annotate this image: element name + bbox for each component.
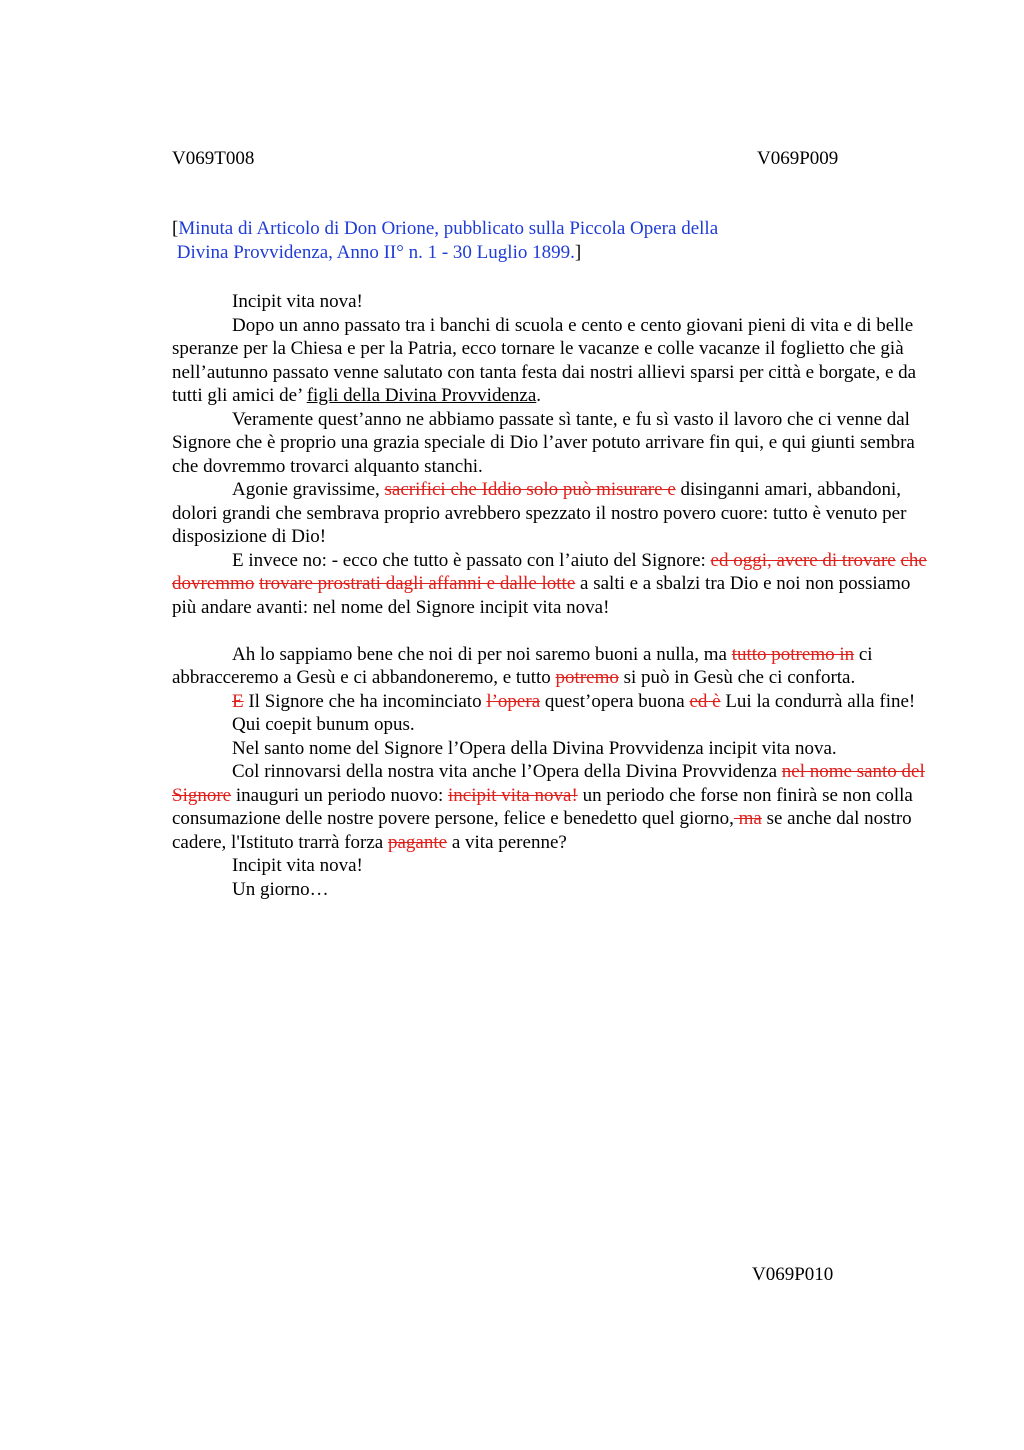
note-line-2: Divina Provvidenza, Anno II° n. 1 - 30 Luglio 1899. <box>176 242 575 263</box>
text-segment: disinganni amari, abbandoni, dolori grandi che sembrava proprio avrebbero spezzato il nostro povero cuore: tutto è venuto per disposizione di Dio! <box>172 479 907 547</box>
struck-text: ma <box>733 808 762 829</box>
paragraph <box>172 549 934 620</box>
text-segment: Nel santo nome del Signore l’Opera della Divina Provvidenza incipit vita nova. <box>232 737 837 759</box>
text-segment: Un giorno… <box>232 878 329 900</box>
page-id-footer: V069P010 <box>752 1264 834 1285</box>
struck-text: ed è <box>689 690 721 712</box>
paragraph <box>172 290 934 314</box>
struck-text: nel nome santo del Signore <box>172 761 925 806</box>
text-segment: a vita perenne? <box>447 831 567 853</box>
struck-text: incipit vita nova! <box>448 784 578 806</box>
paragraph <box>172 878 934 902</box>
paragraph <box>172 713 934 737</box>
text-segment: Ah lo sappiamo bene che noi di per noi saremo buoni a nulla, ma <box>232 643 732 665</box>
struck-text: l’opera <box>486 690 541 712</box>
text-segment: se anche dal nostro cadere, l'Istituto trarrà forza <box>172 808 912 853</box>
article-body <box>172 290 934 901</box>
struck-text: pagante <box>388 831 448 853</box>
text-segment: Dopo un anno passato tra i banchi di scuola e cento e cento giovani pieni di vita e di belle speranze per la Chiesa e per la Patria, ecco tornare le vacanze e colle vacanze il foglietto che già nell’autunno passato venne salutato con tanta festa dai nostri allievi sparsi per città e borgate, e da tutti gli amici de’ <box>172 314 917 406</box>
struck-text: che dovremmo <box>172 549 927 594</box>
text-segment: inauguri un periodo nuovo: <box>231 784 448 806</box>
struck-text: ed oggi, avere di trovare <box>710 549 896 571</box>
struck-text: sacrifici che Iddio solo può misurare e <box>384 479 676 500</box>
note-line-1: Minuta di Articolo di Don Orione, pubblicato sulla Piccola Opera della <box>178 218 719 239</box>
struck-text: tutto potremo in <box>731 643 855 665</box>
text-segment: Col rinnovarsi della nostra vita anche l’Opera della Divina Provvidenza <box>232 761 782 782</box>
text-segment: Incipit vita nova! <box>232 291 363 312</box>
editorial-note <box>172 217 932 265</box>
text-segment: Qui coepit bunum opus. <box>232 714 415 735</box>
struck-text: trovare prostrati dagli affanni e dalle lotte <box>259 573 576 594</box>
paragraph <box>172 760 934 854</box>
text-segment: Il Signore che ha incominciato <box>243 690 487 712</box>
struck-text: E <box>232 690 244 712</box>
paragraph <box>172 408 934 479</box>
paragraph <box>172 690 934 714</box>
paragraph <box>172 314 934 408</box>
text-segment: un periodo che forse non finirà se non colla consumazione delle nostre povere persone, felice e benedetto quel giorno, <box>172 784 913 829</box>
struck-text: potremo <box>555 667 619 688</box>
text-segment: si può in Gesù che ci conforta. <box>618 667 856 688</box>
text-segment: quest’opera buona <box>540 690 690 712</box>
text-segment: Veramente quest’anno ne abbiamo passate sì tante, e fu sì vasto il lavoro che ci venne dal Signore che è proprio una grazia speciale di Dio l’aver potuto arrivare fin qui, e qui giunti sembra che dovremmo trovarci alquanto stanchi. <box>172 408 915 477</box>
paragraph <box>172 854 934 878</box>
page-id-right: V069P009 <box>757 148 839 169</box>
note-open-bracket: [ <box>172 218 179 239</box>
text-segment: ci abbracceremo a Gesù e ci abbandoneremo, e tutto <box>172 643 873 688</box>
text-segment: Incipit vita nova! <box>232 855 363 876</box>
text-segment: a salti e a sbalzi tra Dio e noi non possiamo più andare avanti: nel nome del Signore incipit vita nova! <box>172 573 911 618</box>
paragraph <box>172 643 934 690</box>
underlined-text: figli della Divina Provvidenza <box>306 385 537 406</box>
text-segment: Lui la condurrà alla fine! <box>720 690 916 712</box>
paragraph <box>172 737 934 761</box>
note-close-bracket: ] <box>574 242 582 263</box>
text-segment: Agonie gravissime, <box>232 479 385 500</box>
text-segment: E invece no: - ecco che tutto è passato con l’aiuto del Signore: <box>232 549 711 571</box>
text-segment: . <box>536 385 542 406</box>
document-id-left: V069T008 <box>172 148 255 169</box>
paragraph <box>172 478 934 549</box>
